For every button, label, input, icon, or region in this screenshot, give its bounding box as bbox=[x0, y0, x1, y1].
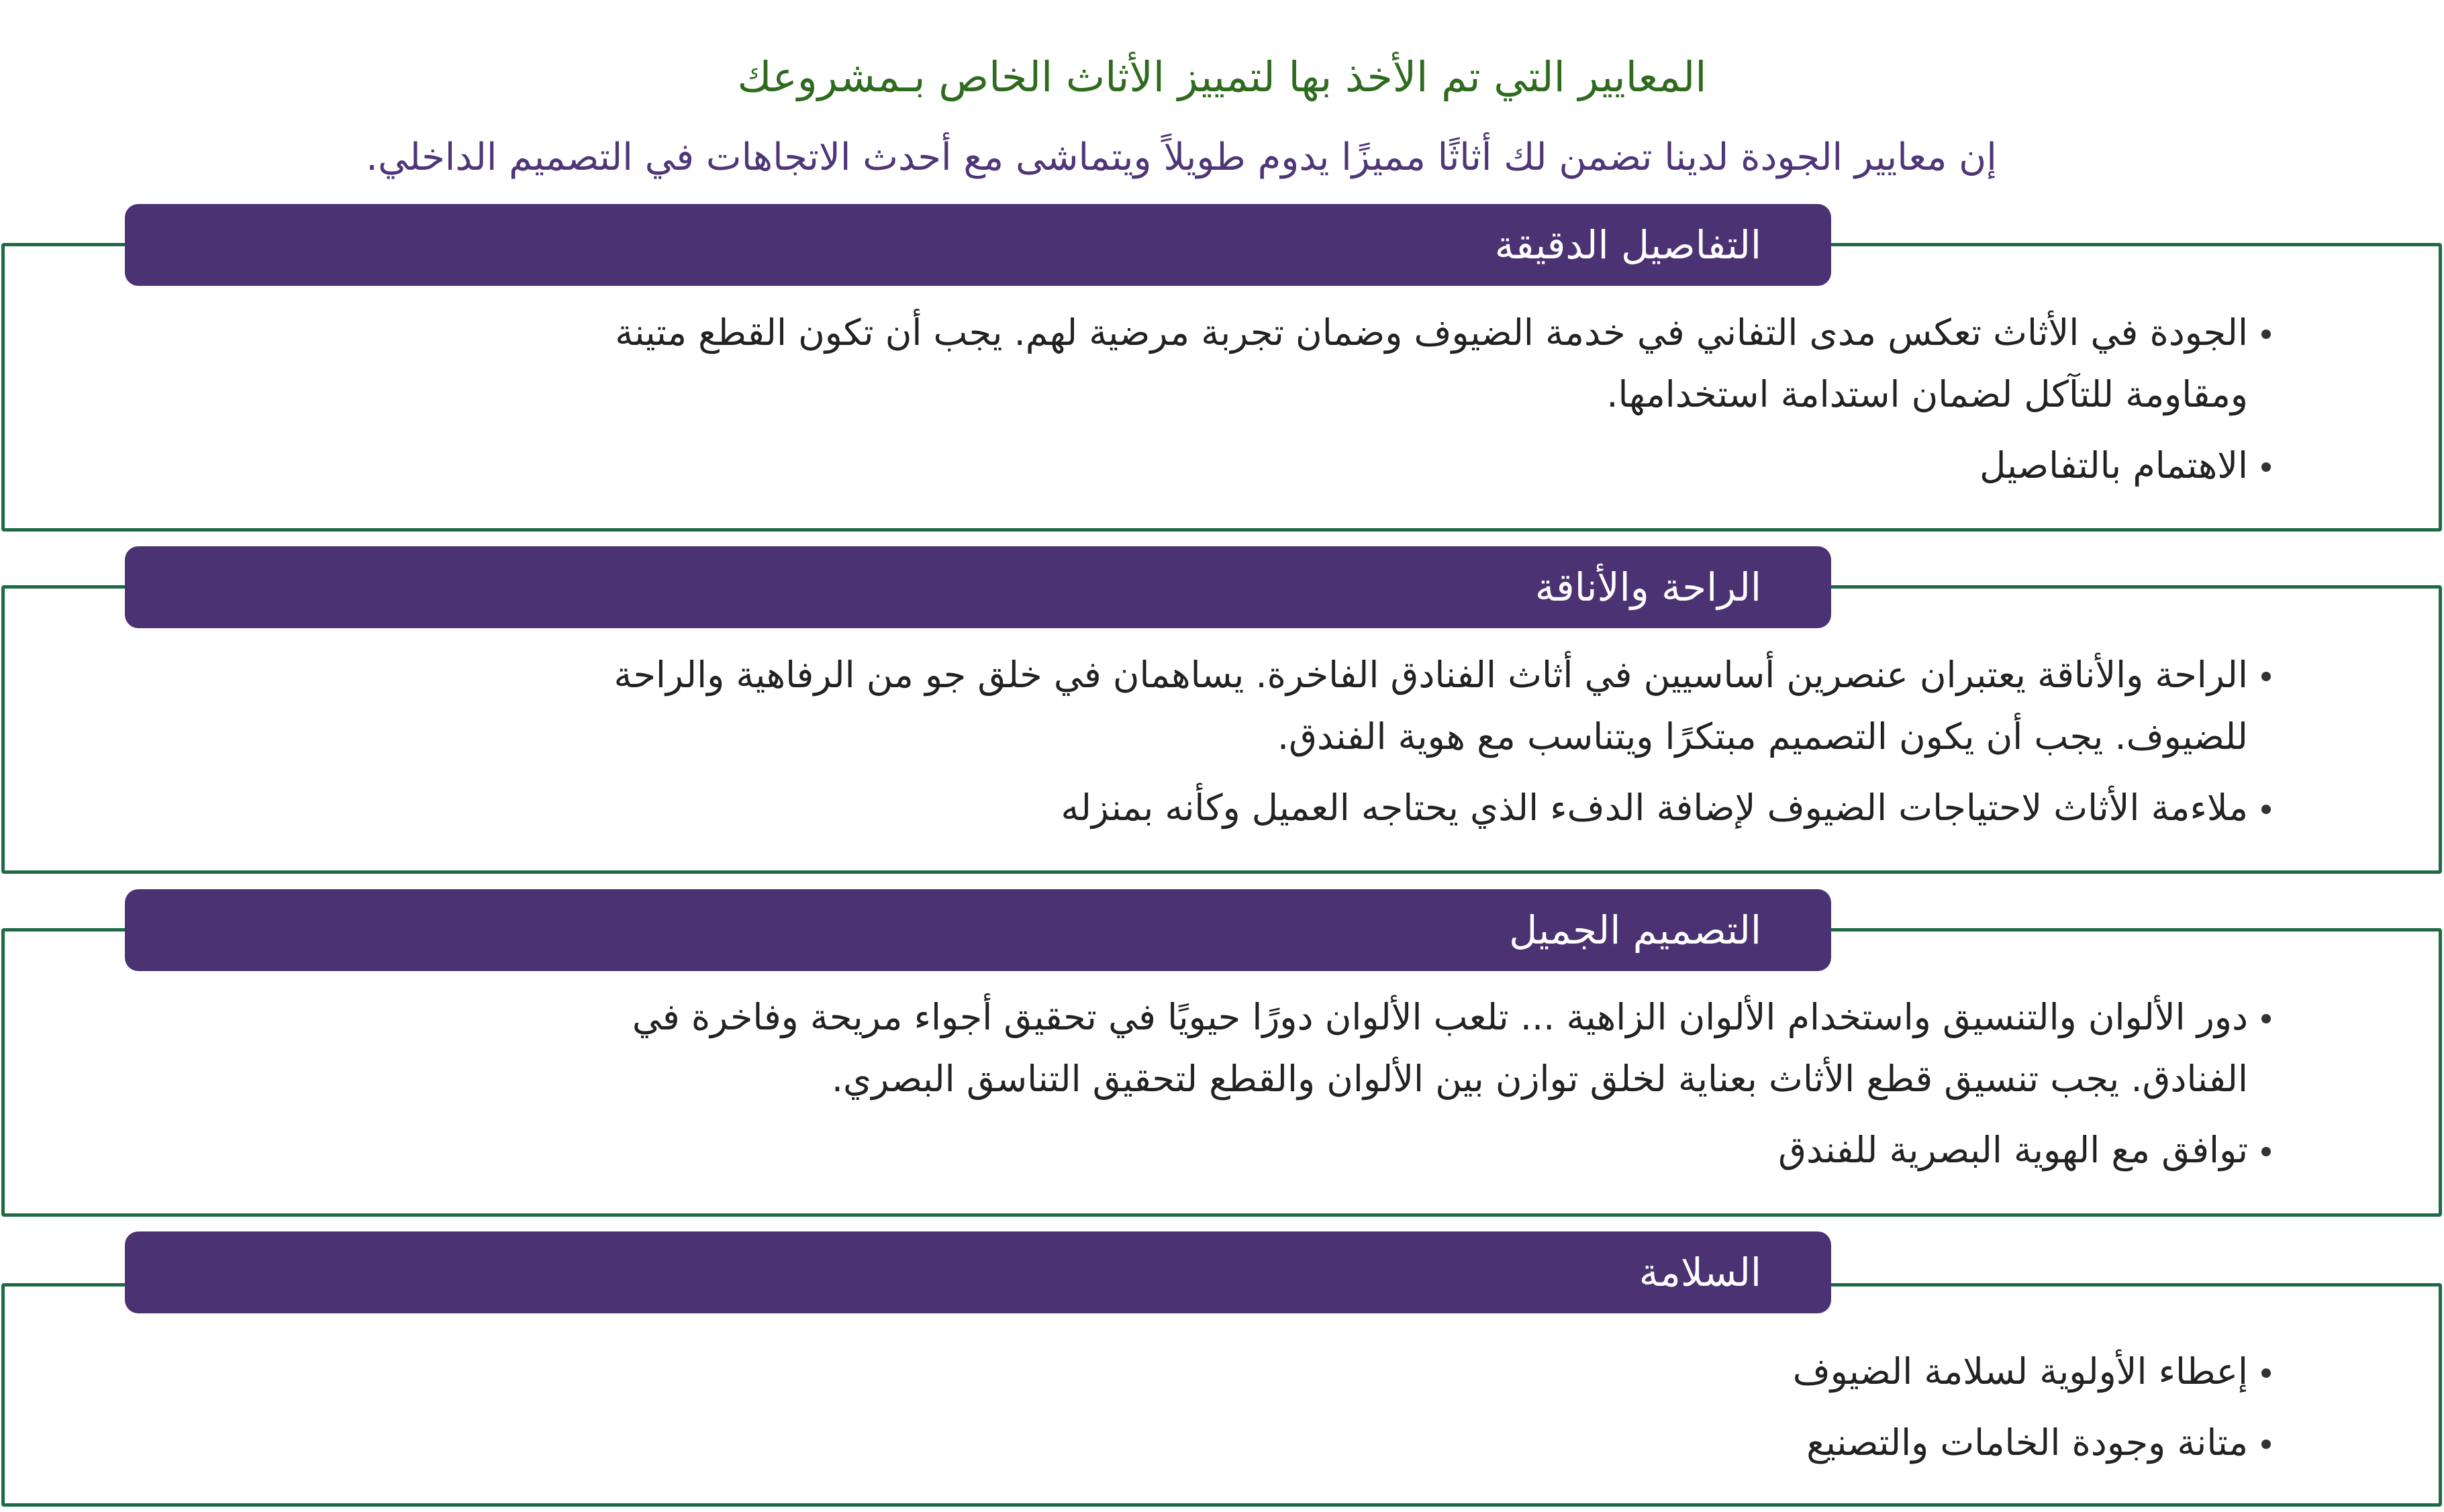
page-title: المعايير التي تم الأخذ بها لتمييز الأثاث الخاص بـمشروعك bbox=[737, 52, 1707, 101]
bullet-list bbox=[201, 1341, 2248, 1483]
section-heading: السلامة bbox=[125, 1231, 1831, 1313]
bullet-text: دور الألوان والتنسيق واستخدام الألوان الزاهية ... تلعب الألوان دورًا حيويًا في تحقيق أجواء مريحة وفاخرة في bbox=[632, 996, 2248, 1038]
section-heading: التصميم الجميل bbox=[125, 889, 1831, 971]
bullet-text: توافق مع الهوية البصرية للفندق bbox=[1778, 1129, 2248, 1171]
bullet-item bbox=[201, 1412, 2248, 1474]
bullet-item bbox=[201, 435, 2248, 497]
bullet-text: ملاءمة الأثاث لاحتياجات الضيوف لإضافة الدفء الذي يحتاجه العميل وكأنه بمنزله bbox=[1061, 787, 2248, 829]
bullet-text: ومقاومة للتآكل لضمان استدامة استخدامها. bbox=[1606, 373, 2248, 415]
section-heading: الراحة والأناقة bbox=[125, 546, 1831, 628]
bullet-text: الراحة والأناقة يعتبران عنصرين أساسيين في أثاث الفنادق الفاخرة. يساهمان في خلق جو من الرفاهية والراحة bbox=[614, 654, 2248, 696]
section-heading: التفاصيل الدقيقة bbox=[125, 204, 1831, 286]
bullet-list bbox=[201, 644, 2248, 848]
bullet-item bbox=[201, 1341, 2248, 1403]
page-subtitle: إن معايير الجودة لدينا تضمن لك أثاثًا مميزًا يدوم طويلاً ويتماشى مع أحدث الاتجاهات في التصميم الداخلي. bbox=[366, 136, 1997, 179]
bullet-text: الجودة في الأثاث تعكس مدى التفاني في خدمة الضيوف وضمان تجربة مرضية لهم. يجب أن تكون القطع متينة bbox=[615, 311, 2248, 354]
bullet-item bbox=[201, 777, 2248, 839]
bullet-list bbox=[201, 987, 2248, 1191]
bullet-text: الاهتمام بالتفاصيل bbox=[1979, 444, 2248, 487]
bullet-item bbox=[201, 1119, 2248, 1181]
bullet-item bbox=[201, 644, 2248, 768]
bullet-text: للضيوف. يجب أن يكون التصميم مبتكرًا ويتناسب مع هوية الفندق. bbox=[1277, 715, 2248, 758]
bullet-text: الفنادق. يجب تنسيق قطع الأثاث بعناية لخلق توازن بين الألوان والقطع لتحقيق التناسق البصري. bbox=[831, 1058, 2248, 1100]
bullet-text: متانة وجودة الخامات والتصنيع bbox=[1806, 1421, 2248, 1464]
bullet-list bbox=[201, 302, 2248, 506]
bullet-item bbox=[201, 302, 2248, 425]
bullet-item bbox=[201, 987, 2248, 1110]
bullet-text: إعطاء الأولوية لسلامة الضيوف bbox=[1792, 1350, 2248, 1393]
